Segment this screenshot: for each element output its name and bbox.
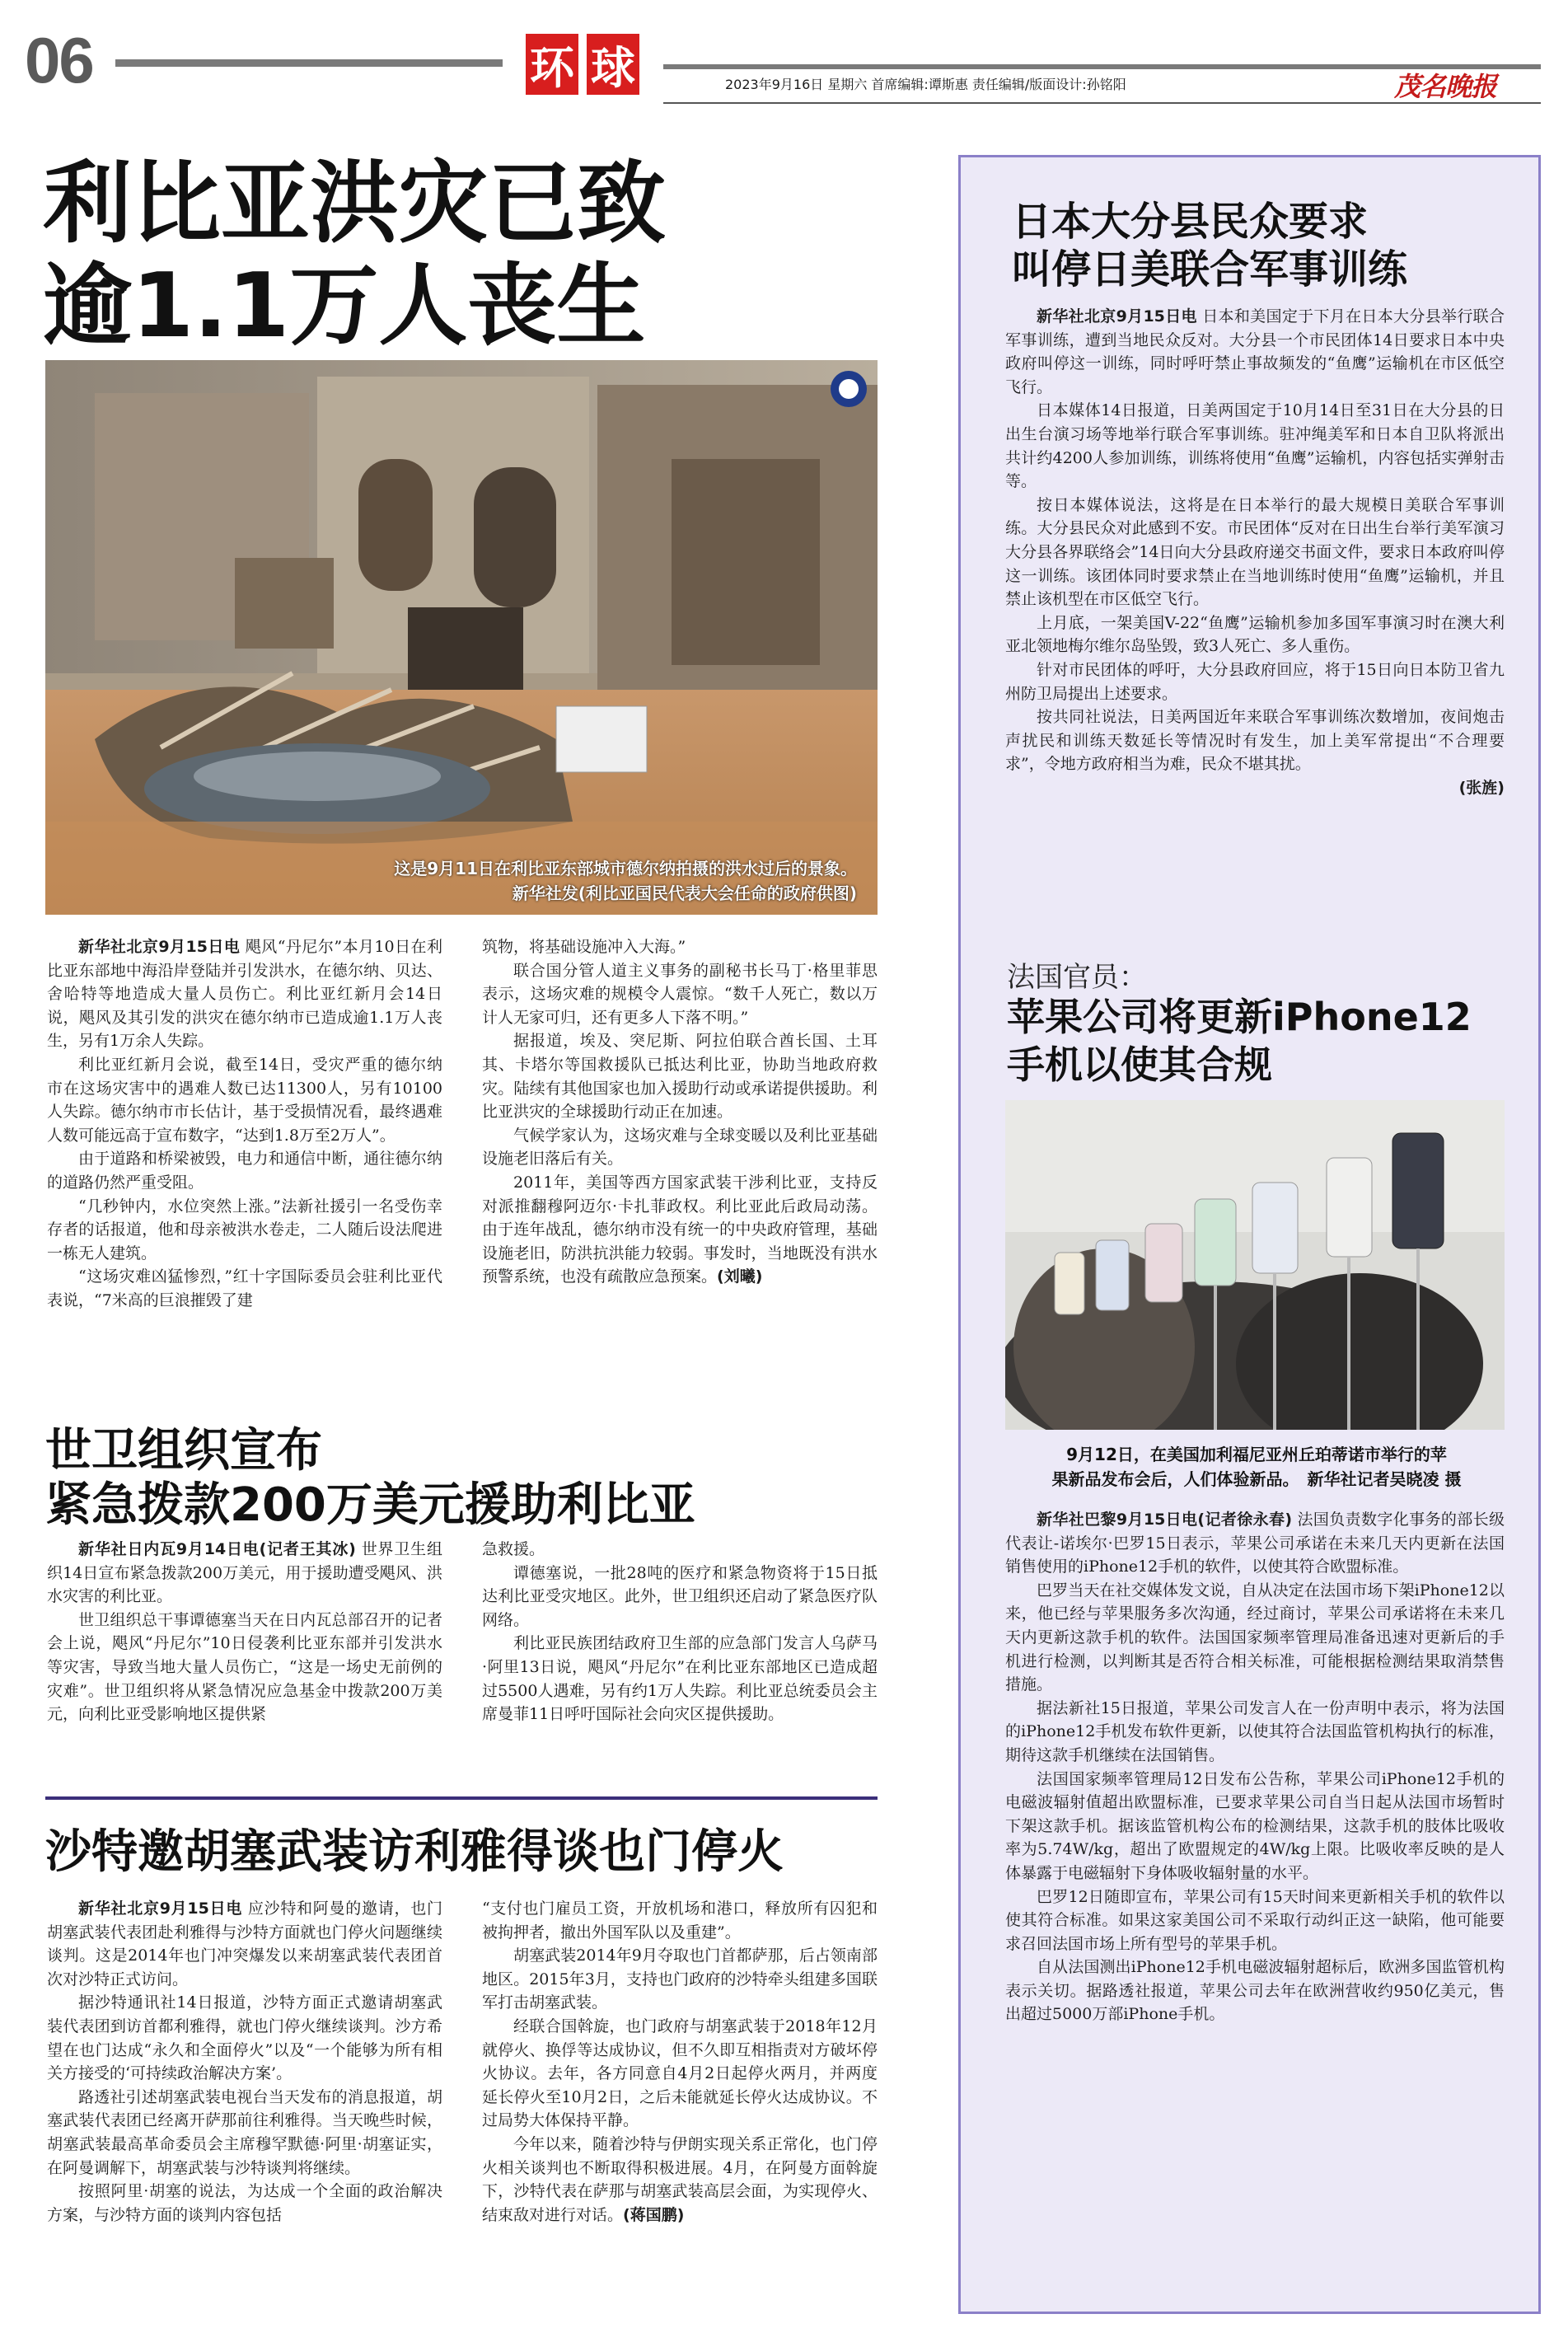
paragraph: 联合国分管人道主义事务的副秘书长马丁·格里菲思表示，这场灾难的规模令人震惊。“数千人死亡，数以万计人无家可归，还有更多人下落不明。”: [482, 961, 878, 1027]
paragraph: 巴罗12日随即宣布，苹果公司有15天时间来更新相关手机的软件以使其符合标准。如果这家美国公司不采取行动纠正这一缺陷，他可能要求召回法国市场上所有型号的苹果手机。: [1005, 1887, 1505, 1953]
flood-scene-illustration: [45, 360, 878, 915]
paragraph: 飓风“丹尼尔”本月10日在利比亚东部地中海沿岸登陆并引发洪水，在德尔纳、贝达、舍哈特等地造成大量人员伤亡。利比亚红新月会14日说，飓风及其引发的洪灾在德尔纳市已造成逾1.1万人丧生，另有1万余人失踪。: [47, 938, 443, 1051]
article5-title-line: 手机以使其合规: [1007, 1042, 1272, 1087]
paragraph: 法国负责数字化事务的部长级代表让-诺埃尔·巴罗15日表示，苹果公司承诺在未来几天内更新在法国销售使用的iPhone12手机的软件，以使其符合欧盟标准。: [1005, 1511, 1505, 1576]
paragraph: 2011年，美国等西方国家武装干涉利比亚，支持反对派推翻穆阿迈尔·卡扎菲政权。利比亚此后政局动荡。由于连年战乱，德尔纳市没有统一的中央政府管理，基础设施老旧，防洪抗洪能力较弱。事发时，当地既没有洪水预警系统，也没有疏散应急预案。: [482, 1173, 878, 1286]
newspaper-logo: 茂名晚报: [1394, 71, 1497, 102]
page-number: 06: [25, 24, 93, 96]
paragraph: 据沙特通讯社14日报道，沙特方面正式邀请胡塞武装代表团到访首都利雅得，就也门停火继续谈判。沙方希望在也门达成“永久和全面停火”以及“一个能够为所有相关方接受的‘可持续政治解决方案’。: [47, 1993, 442, 2083]
paragraph: “这场灾难凶猛惨烈，”红十字国际委员会驻利比亚代表说，“7米高的巨浪摧毁了建: [47, 1267, 442, 1309]
article2-col2: [482, 1538, 878, 1726]
article5-title: [1007, 993, 1518, 1089]
paragraph: 上月底，一架美国V-22“鱼鹰”运输机参加多国军事演习时在澳大利亚北领地梅尔维尔岛坠毁，致3人死亡、多人重伤。: [1005, 613, 1505, 656]
paragraph: 巴罗当天在社交媒体发文说，自从决定在法国市场下架iPhone12以来，他已经与苹果服务多次沟通，经过商讨，苹果公司承诺将在未来几天内更新这款手机的软件。法国国家频率管理局准备迅速对更新后的手机进行检测，以判断其是否符合相关标准，可能根据检测结果取消禁售措施。: [1005, 1581, 1505, 1694]
paragraph: 筑物，将基础设施冲入大海。”: [482, 938, 686, 956]
byline: (张旌): [1458, 778, 1505, 797]
paragraph: 世卫组织总干事谭德塞当天在日内瓦总部召开的记者会上说，飓风“丹尼尔”10日侵袭利比亚东部并引发洪水等灾害，导致当地大量人员伤亡，“这是一场史无前例的灾难”。世卫组织将从紧急情况应急基金中拨款200万美元，向利比亚受影响地区提供紧: [47, 1610, 442, 1724]
section-tag: [521, 31, 644, 97]
article1-col1: [47, 935, 442, 1313]
paragraph: 世界卫生组织14日宣布紧急拨款200万美元，用于援助遭受飓风、洪水灾害的利比亚。: [47, 1540, 442, 1606]
article3-col2: [482, 1897, 878, 2227]
section-char: 环: [526, 34, 578, 95]
section-char: 球: [587, 34, 639, 95]
flood-photo: [45, 360, 878, 915]
header-info: 2023年9月16日 星期六 首席编辑:谭斯惠 责任编辑/版面设计:孙铭阳: [725, 77, 1126, 92]
article3-col1: [47, 1897, 442, 2227]
dateline: 新华社北京9月15日电: [78, 1899, 243, 1918]
paragraph: 法国国家频率管理局12日发布公告称，苹果公司iPhone12手机的电磁波辐射值超出欧盟标准，已要求苹果公司自当日起从法国市场暂时下架这款手机。据该监管机构公布的检测结果，这款手机的肢体比吸收率为5.74W/kg，超出了欧盟规定的4W/kg上限。比吸收率反映的是人体暴露于电磁辐射下身体吸收辐射量的水平。: [1005, 1769, 1505, 1882]
header-underline: [663, 102, 1541, 104]
iphone-photo-caption: [1001, 1442, 1512, 1492]
article2-title-line: 世卫组织宣布: [45, 1424, 322, 1478]
paragraph: 路透社引述胡塞武装电视台当天发布的消息报道，胡塞武装代表团已经离开萨那前往利雅得。当天晚些时候，胡塞武装最高革命委员会主席穆罕默德·阿里·胡塞证实，在阿曼调解下，胡塞武装与沙特谈判将继续。: [47, 2087, 442, 2177]
article4-body: [1005, 305, 1505, 799]
flood-photo-caption: [214, 856, 857, 906]
dateline: 新华社巴黎9月15日电(记者徐永春): [1037, 1511, 1293, 1529]
article5-title-line: 苹果公司将更新iPhone12: [1007, 995, 1472, 1039]
paragraph: 由于道路和桥梁被毁，电力和通信中断，通往德尔纳的道路仍然严重受阻。: [47, 1150, 442, 1192]
article1-title-line: 利比亚洪灾已致: [43, 152, 667, 255]
iphone-photo: [1005, 1100, 1505, 1430]
paragraph: 据法新社15日报道，苹果公司发言人在一份声明中表示，将为法国的iPhone12手机发布软件更新，以使其符合法国监管机构执行的标准，期待这款手机继续在法国销售。: [1005, 1698, 1505, 1764]
byline: (刘曦): [717, 1267, 763, 1286]
article2-col1: [47, 1538, 442, 1726]
caption-line: 9月12日，在美国加利福尼亚州丘珀蒂诺市举行的苹: [1066, 1445, 1447, 1464]
paragraph: 胡塞武装2014年9月夺取也门首都萨那，后占领南部地区。2015年3月，支持也门政府的沙特牵头组建多国联军打击胡塞武装。: [482, 1946, 878, 2012]
article1-title-line: 逾1.1万人丧生: [43, 255, 646, 358]
paragraph: 按照阿里·胡塞的说法，为达成一个全面的政治解决方案，与沙特方面的谈判内容包括: [47, 2182, 442, 2224]
paragraph: 针对市民团体的呼吁，大分县政府回应，将于15日向日本防卫省九州防卫局提出上述要求。: [1005, 660, 1505, 703]
paragraph: 自从法国测出iPhone12手机电磁波辐射超标后，欧洲多国监管机构表示关切。据路透社报道，苹果公司去年在欧洲营收约950亿美元，售出超过5000万部iPhone手机。: [1005, 1958, 1505, 2024]
caption-line: 新华社发(利比亚国民代表大会任命的政府供图): [512, 883, 857, 903]
paragraph: 按日本媒体说法，这将是在日本举行的最大规模日美联合军事训练。大分县民众对此感到不安。市民团体“反对在日出生台举行美军演习大分县各界联络会”14日向大分县政府递交书面文件，要求日本政府叫停这一训练。该团体同时要求禁止在当地训练时使用“鱼鹰”运输机，并且禁止该机型在市区低空飞行。: [1005, 495, 1505, 609]
paragraph: “几秒钟内，水位突然上涨。”法新社援引一名受伤幸存者的话报道，他和母亲被洪水卷走，二人随后设法爬进一栋无人建筑。: [47, 1197, 442, 1262]
iphone-display-illustration: [1005, 1100, 1505, 1430]
paragraph: 气候学家认为，这场灾难与全球变暖以及利比亚基础设施老旧落后有关。: [482, 1126, 878, 1169]
section-divider: [45, 1796, 878, 1800]
article5-kicker: 法国官员：: [1007, 961, 1147, 994]
dateline: 新华社北京9月15日电: [78, 938, 241, 956]
article5-body: [1005, 1508, 1505, 2026]
header-rule-left: [115, 59, 503, 67]
dateline: 新华社北京9月15日电: [1037, 307, 1197, 326]
paragraph: 应沙特和阿曼的邀请，也门胡塞武装代表团赴利雅得与沙特方面就也门停火问题继续谈判。这是2014年也门冲突爆发以来胡塞武装代表团首次对沙特正式访问。: [47, 1899, 442, 1988]
paragraph: 日本媒体14日报道，日美两国定于10月14日至31日在大分县的日出生台演习场等地举行联合军事训练。驻冲绳美军和日本自卫队将派出共计约4200人参加训练，训练将使用“鱼鹰”运输机，内容包括实弹射击等。: [1005, 401, 1505, 491]
article4-title-line: 日本大分县民众要求: [1012, 199, 1369, 245]
paragraph: 日本和美国定于下月在日本大分县举行联合军事训练，遭到当地民众反对。大分县一个市民团体14日要求日本中央政府叫停这一训练，同时呼吁禁止事故频发的“鱼鹰”运输机在市区低空飞行。: [1005, 307, 1505, 396]
paragraph: 急救援。: [482, 1540, 545, 1558]
byline: (蒋国鹏): [623, 2205, 685, 2224]
caption-line: 果新品发布会后，人们体验新品。 新华社记者吴晓凌 摄: [1051, 1469, 1462, 1489]
article2-title-line: 紧急拨款200万美元援助利比亚: [45, 1478, 695, 1532]
article2-title: [45, 1424, 878, 1533]
article1-title: [43, 153, 916, 358]
paragraph: 利比亚红新月会说，截至14日，受灾严重的德尔纳市在这场灾害中的遇难人数已达11300人，另有10100人失踪。德尔纳市市长估计，基于受损情况看，最终遇难人数可能远高于宣布数字，“达到1.8万至2万人”。: [47, 1055, 442, 1145]
article4-title: [1012, 198, 1514, 293]
paragraph: 今年以来，随着沙特与伊朗实现关系正常化，也门停火相关谈判也不断取得积极进展。4月，在阿曼方面斡旋下，沙特代表在萨那与胡塞武装高层会面，为实现停火、结束敌对进行对话。: [482, 2134, 878, 2224]
paragraph: 谭德塞说，一批28吨的医疗和紧急物资将于15日抵达利比亚受灾地区。此外，世卫组织还启动了紧急医疗队网络。: [482, 1563, 878, 1629]
article1-col2: [482, 935, 878, 1289]
caption-line: 这是9月11日在利比亚东部城市德尔纳拍摄的洪水过后的景象。: [394, 859, 857, 878]
paragraph: 按共同社说法，日美两国近年来联合军事训练次数增加，夜间炮击声扰民和训练天数延长等情况时有发生，加上美军常提出“不合理要求”，令地方政府相当为难，民众不堪其扰。: [1005, 708, 1505, 774]
dateline: 新华社日内瓦9月14日电(记者王其冰): [78, 1540, 356, 1558]
paragraph: 利比亚民族团结政府卫生部的应急部门发言人乌萨马·阿里13日说，飓风“丹尼尔”在利比亚东部地区已造成超过5500人遇难，另有约1万人失踪。利比亚总统委员会主席曼菲11日呼吁国际社会向灾区提供援助。: [482, 1634, 878, 1724]
paragraph: 经联合国斡旋，也门政府与胡塞武装于2018年12月就停火、换俘等达成协议，但不久即互相指责对方破坏停火协议。去年，各方同意自4月2日起停火两月，并两度延长停火至10月2日，之后未能就延长停火达成协议。不过局势大体保持平静。: [482, 2017, 878, 2130]
paragraph: 据报道，埃及、突尼斯、阿拉伯联合酋长国、土耳其、卡塔尔等国救援队已抵达利比亚，协助当地政府救灾。陆续有其他国家也加入援助行动或承诺提供援助。利比亚洪灾的全球援助行动正在加速。: [482, 1032, 878, 1122]
paragraph: “支付也门雇员工资，开放机场和港口，释放所有囚犯和被拘押者，撤出外国军队以及重建”。: [482, 1899, 878, 1942]
article4-title-line: 叫停日美联合军事训练: [1012, 246, 1408, 293]
article3-title: 沙特邀胡塞武装访利雅得谈也门停火: [45, 1825, 784, 1879]
